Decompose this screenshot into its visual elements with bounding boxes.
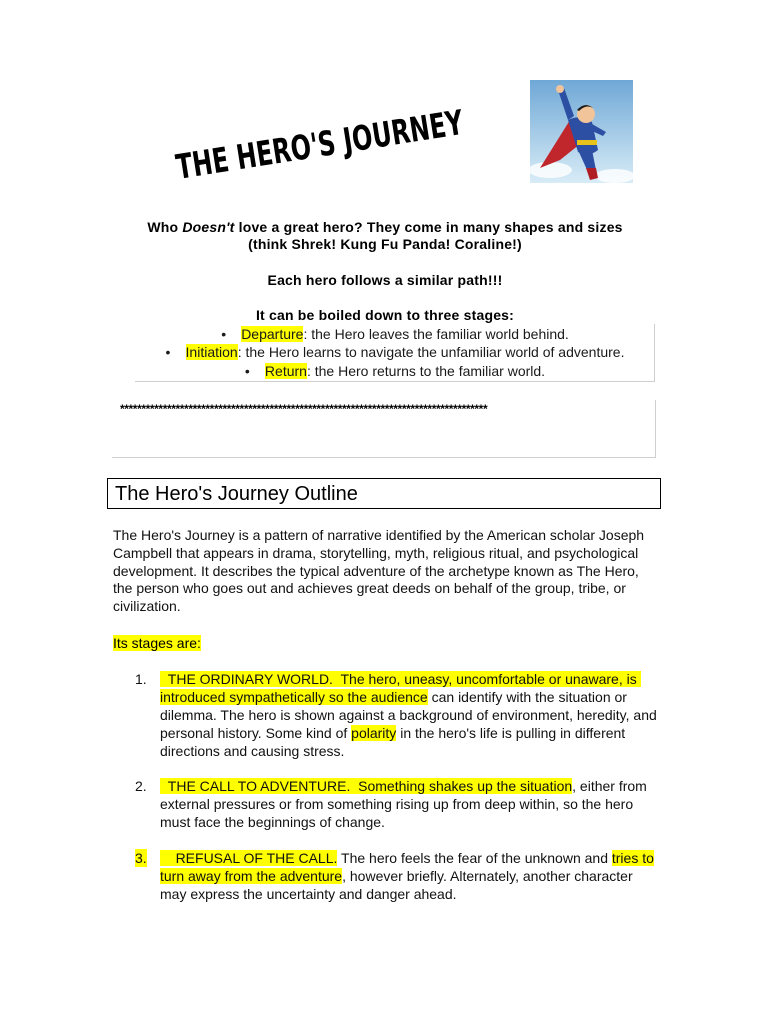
item-highlight: REFUSAL OF THE CALL.	[160, 850, 338, 866]
superhero-image	[530, 80, 633, 183]
intro-line-3: Each hero follows a similar path!!!	[267, 272, 503, 288]
stage-initiation	[135, 344, 655, 361]
stage-description: : the Hero learns to navigate the unfamiliar world of adventure.	[237, 344, 625, 360]
item-highlight: THE CALL TO ADVENTURE. Something shakes up the situation	[160, 778, 573, 794]
stage-return	[135, 363, 655, 380]
intro-paragraph: The Hero's Journey is a pattern of narrative identified by the American scholar Joseph Campbell that appears in drama, storytelling, myth, religious ritual, and psychological development. It describes the typical adventure of the archetype known as The Hero, the person who goes out and achieves great deeds on behalf of the group, tribe, or civilization.	[113, 527, 645, 615]
divider-box	[112, 400, 656, 458]
item-number: 3.	[135, 850, 147, 866]
item-text	[160, 670, 660, 760]
stage-description: : the Hero returns to the familiar world.	[306, 363, 546, 379]
intro-line-1-pre: Who	[147, 219, 183, 235]
item-number: 1.	[135, 671, 147, 687]
list-item	[135, 777, 660, 831]
stage-departure	[135, 326, 655, 343]
bullet-icon: •	[221, 326, 227, 342]
stage-term: Departure	[241, 326, 304, 342]
stage-term: Initiation	[185, 344, 238, 360]
intro-line-4: It can be boiled down to three stages:	[255, 307, 515, 323]
item-body: The hero feels the fear of the unknown and	[337, 850, 612, 866]
stages-label	[113, 634, 201, 652]
stage-description: : the Hero leaves the familiar world behind.	[303, 326, 569, 342]
title-text: THE HERO'S JOURNEY	[173, 83, 587, 188]
title-wordart	[165, 83, 587, 188]
item-text	[160, 777, 660, 831]
item-body: in the hero's life is pulling in different directions and causing stress.	[160, 725, 626, 759]
list-item	[135, 670, 660, 760]
intro-line-1-emphasis: Doesn't	[182, 219, 235, 235]
item-number: 2.	[135, 778, 147, 794]
stage-term: Return	[264, 363, 307, 379]
bullet-icon: •	[244, 363, 250, 379]
item-body: , either from external pressures or from something rising up from deep within, so the hero must face the beginnings of change.	[160, 778, 647, 830]
bullet-icon: •	[165, 344, 171, 360]
stages-box	[135, 324, 655, 382]
item-highlight: polarity	[351, 725, 397, 741]
list-item	[135, 849, 660, 903]
item-body: , however briefly. Alternately, another character may express the uncertainty and danger ahead.	[160, 868, 633, 902]
item-highlight: THE ORDINARY WORLD. The hero, uneasy, uncomfortable or unaware, is introduced sympathetically so the audience	[160, 671, 641, 705]
item-highlight: tries to turn away from the adventure	[160, 850, 654, 884]
intro-line-1	[100, 219, 670, 236]
asterisk-divider: **************************************************************************************	[120, 402, 488, 416]
stages-label-text: Its stages are:	[113, 635, 201, 651]
outline-heading: The Hero's Journey Outline	[115, 483, 358, 505]
intro-line-2: (think Shrek! Kung Fu Panda! Coraline!)	[248, 236, 522, 252]
item-text	[160, 849, 660, 903]
intro-line-1-post: love a great hero? They come in many shapes and sizes	[234, 219, 623, 235]
outline-heading-box	[107, 478, 661, 509]
item-body: can identify with the situation or dilemma. The hero is shown against a background of environment, heredity, and personal history. Some kind of	[160, 689, 657, 741]
